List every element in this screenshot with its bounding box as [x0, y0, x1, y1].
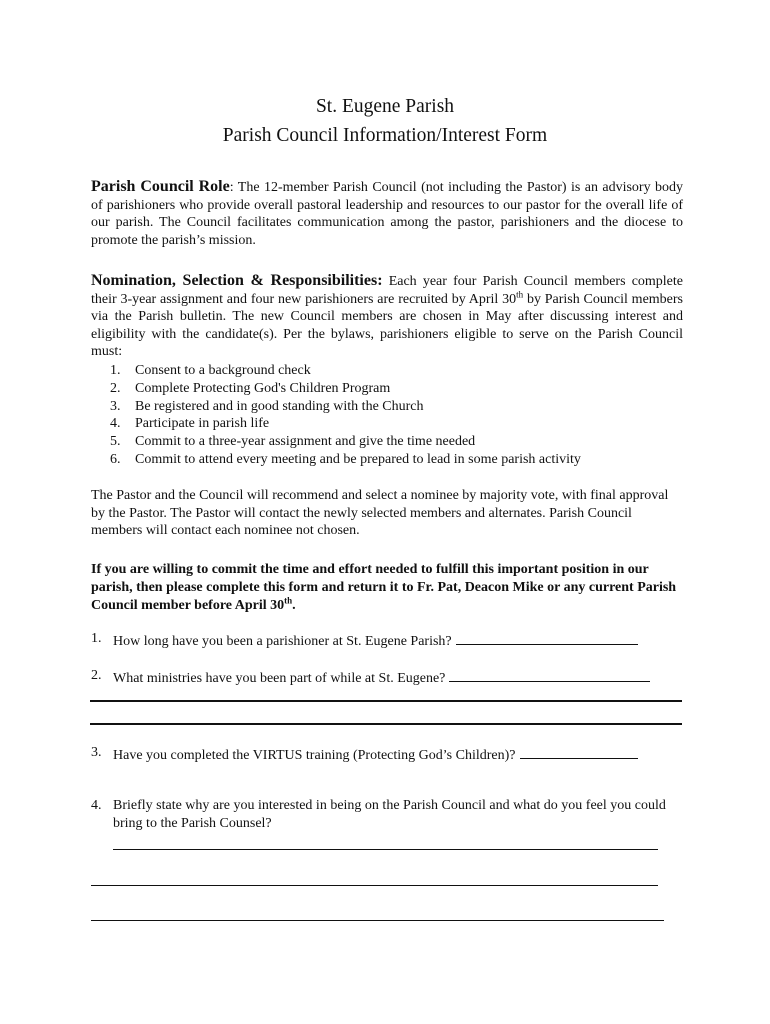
- list-item-number: 1.: [110, 363, 121, 378]
- answer-blank[interactable]: [456, 630, 638, 645]
- answer-blank[interactable]: [520, 744, 638, 759]
- parish-name: St. Eugene Parish: [315, 96, 455, 117]
- nomination-sup: th: [516, 288, 524, 299]
- question-text: Briefly state why are you interested in being on the Parish Council and what do you feel you could bring to the Parish Counsel?: [113, 798, 666, 831]
- question-text: Have you completed the VIRTUS training (Protecting God’s Children)?: [113, 748, 516, 763]
- list-item-number: 3.: [110, 398, 121, 414]
- nomination-text-a: Each year four Parish Council members complete their 3-year assignment and four new parishioners are recruited by April 30: [91, 274, 684, 307]
- list-item-text: Be registered and in good standing with the Church: [135, 398, 424, 414]
- answer-line[interactable]: [91, 885, 658, 886]
- list-item-number: 6.: [110, 451, 121, 467]
- selection-paragraph: The Pastor and the Council will recommend and select a nominee by majority vote, with final approval by the Pastor. The Pastor will contact the newly selected members and alternates. Parish Council members will contact each nominee not chosen.: [91, 488, 669, 539]
- list-item-text: Complete Protecting God's Children Program: [135, 380, 391, 396]
- commitment-sup: th: [284, 595, 293, 606]
- question-number: 1.: [91, 631, 102, 646]
- answer-line[interactable]: [90, 700, 682, 702]
- role-text: : The 12-member Parish Council (not including the Pastor) is an advisory body of parishioners who provide overall pastoral leadership and resources to our pastor for the overall life of our parish. The Council facilitates communication among the pastor, parishioners and the diocese to promote the parish’s mission.: [91, 180, 684, 248]
- list-item: [110, 433, 581, 451]
- list-item: [110, 380, 581, 398]
- commitment-paragraph: [91, 561, 683, 615]
- list-item-number: 5.: [110, 434, 121, 450]
- question-number: 4.: [91, 798, 102, 813]
- nomination-text-b: by Parish Council members via the Parish bulletin. The new Council members are chosen in May after discussing interest and eligibility with the candidate(s). Per the bylaws, parishioners eligible to serve on the Parish Council must:: [91, 291, 683, 360]
- answer-line[interactable]: [90, 723, 682, 725]
- eligibility-list: [110, 362, 581, 469]
- answer-line[interactable]: [91, 920, 664, 921]
- list-item-text: Commit to attend every meeting and be prepared to lead in some parish activity: [135, 451, 581, 467]
- answer-blank[interactable]: [449, 667, 650, 682]
- nomination-heading: Nomination, Selection & Responsibilities:: [91, 272, 383, 289]
- role-heading: Parish Council Role: [91, 178, 230, 195]
- question-number: 3.: [91, 745, 102, 760]
- form-title: Parish Council Information/Interest Form: [222, 125, 548, 146]
- commitment-text-a: If you are willing to commit the time and effort needed to fulfill this important position in our parish, then please complete this form and return it to Fr. Pat, Deacon Mike or any current Parish Council member before April 30: [91, 562, 677, 613]
- question-number: 2.: [91, 668, 102, 683]
- list-item-text: Participate in parish life: [135, 416, 270, 432]
- list-item: [110, 415, 581, 433]
- commitment-text-b: .: [292, 598, 296, 613]
- list-item: [110, 362, 581, 380]
- list-item-number: 4.: [110, 416, 121, 432]
- list-item: [110, 398, 581, 416]
- list-item-number: 2.: [110, 380, 121, 396]
- nomination-section: [91, 272, 683, 361]
- answer-line[interactable]: [113, 849, 658, 850]
- question-text: How long have you been a parishioner at St. Eugene Parish?: [113, 634, 452, 649]
- question-text: What ministries have you been part of while at St. Eugene?: [113, 671, 446, 686]
- role-section: [91, 178, 683, 249]
- list-item: [110, 451, 581, 469]
- list-item-text: Consent to a background check: [135, 363, 311, 378]
- list-item-text: Commit to a three-year assignment and give the time needed: [135, 434, 476, 450]
